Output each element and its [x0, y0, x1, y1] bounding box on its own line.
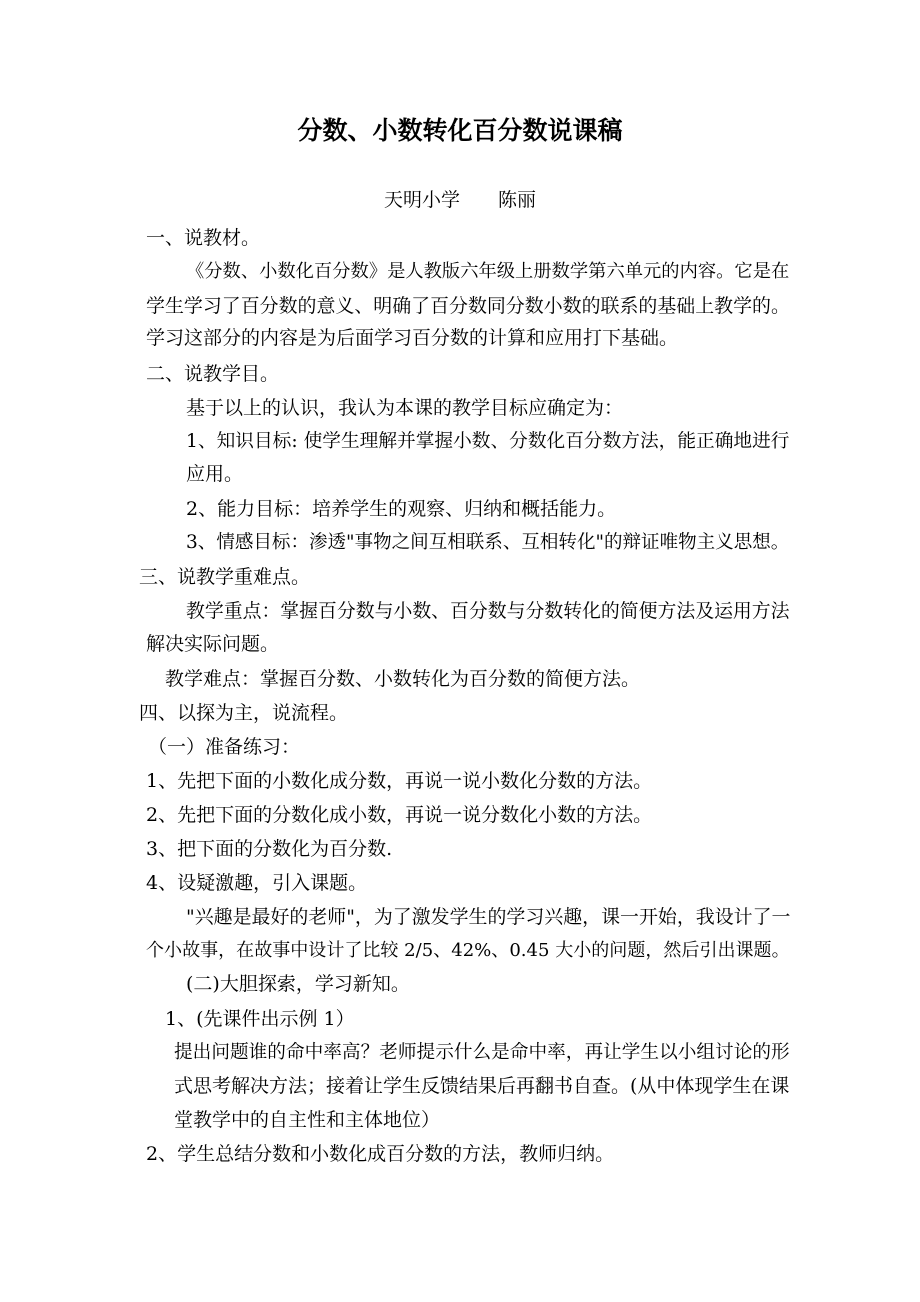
section-heading-2: 二、说教学目。	[146, 363, 280, 385]
section-heading-4: 四、以探为主，说流程。	[139, 702, 349, 724]
list-item: 2、能力目标：培养学生的观察、归纳和概括能力。	[186, 498, 617, 520]
paragraph-line: 解决实际问题。	[146, 633, 280, 655]
section-heading-1: 一、说教材。	[146, 227, 261, 249]
paragraph-line: 教学难点：掌握百分数、小数转化为百分数的简便方法。	[165, 668, 641, 690]
paragraph-line: 《分数、小数化百分数》是人教版六年级上册数学第六单元的内容。它是在	[186, 261, 790, 282]
list-item: 4、设疑激趣，引入课题。	[146, 872, 368, 894]
section-heading-3: 三、说教学重难点。	[139, 566, 311, 588]
paragraph-line: 学习这部分的内容是为后面学习百分数的计算和应用打下基础。	[146, 327, 679, 349]
list-item: 1、先把下面的小数化成分数，再说一说小数化分数的方法。	[146, 770, 653, 792]
paragraph-line: 提出问题谁的命中率高？老师提示什么是命中率，再让学生以小组讨论的形	[174, 1042, 790, 1063]
paragraph-line: "兴趣是最好的老师"，为了激发学生的学习兴趣，课一开始，我设计了一	[186, 906, 791, 928]
subsection-heading: (二)大胆探索，学习新知。	[186, 973, 410, 995]
paragraph-line: 堂教学中的自主性和主体地位）	[174, 1109, 441, 1131]
paragraph-line: 学生学习了百分数的意义、明确了百分数同分数小数的联系的基础上教学的。	[146, 295, 790, 317]
paragraph-line: 教学重点：掌握百分数与小数、百分数与分数转化的简便方法及运用方法	[186, 600, 790, 622]
list-item: 2、学生总结分数和小数化成百分数的方法，教师归纳。	[146, 1143, 615, 1165]
list-item: 1、(先课件出示例 1）	[165, 1008, 355, 1030]
paragraph-line: 个小故事，在故事中设计了比较 2/5、42%、0.45 大小的问题，然后引出课题。	[146, 940, 790, 961]
list-item: 3、把下面的分数化为百分数.	[146, 838, 393, 860]
author-line: 天明小学 陈丽	[383, 189, 536, 211]
list-item: 2、先把下面的分数化成小数，再说一说分数化小数的方法。	[146, 804, 653, 826]
subsection-heading: （一）准备练习：	[148, 736, 301, 758]
list-item: 1、知识目标: 使学生理解并掌握小数、分数化百分数方法，能正确地进行	[186, 431, 790, 452]
paragraph-line: 基于以上的认识，我认为本课的教学目标应确定为：	[186, 397, 624, 419]
list-item: 3、情感目标：渗透"事物之间互相联系、互相转化"的辩证唯物主义思想。	[186, 532, 790, 553]
paragraph-line: 式思考解决方法；接着让学生反馈结果后再翻书自查。(从中体现学生在课	[174, 1075, 790, 1097]
document-title: 分数、小数转化百分数说课稿	[297, 116, 623, 145]
list-item-continuation: 应用。	[186, 463, 244, 485]
